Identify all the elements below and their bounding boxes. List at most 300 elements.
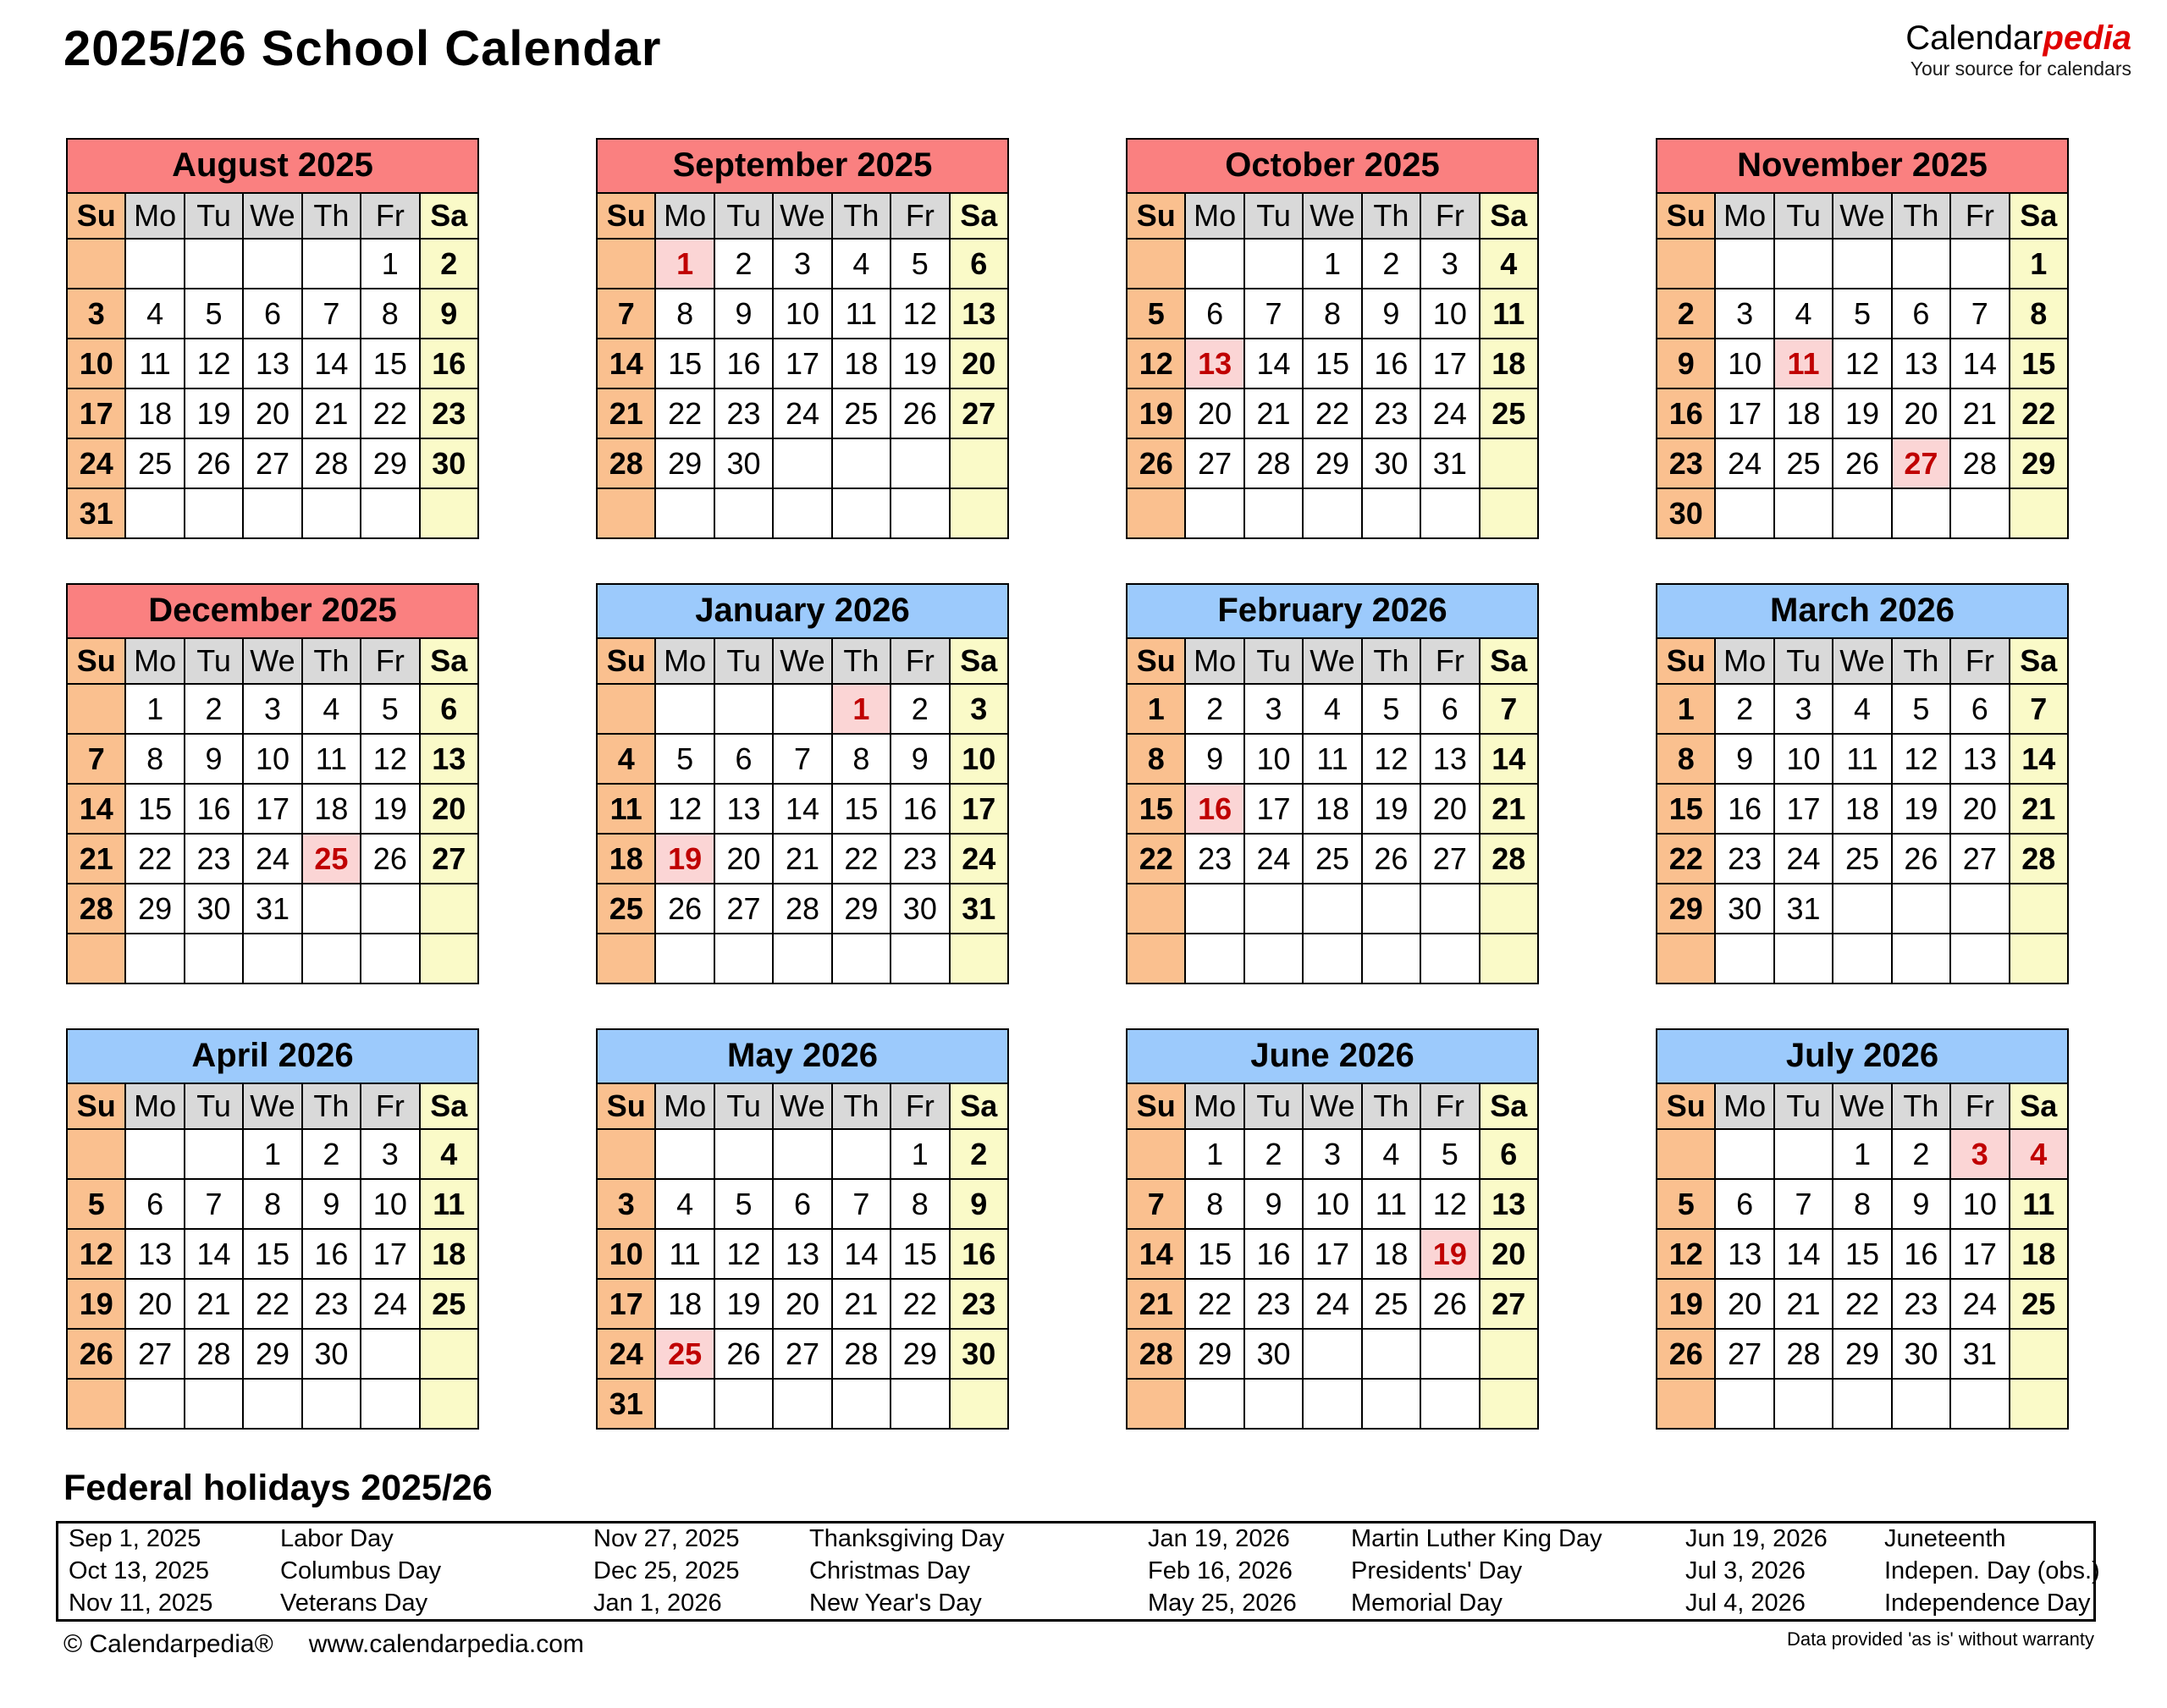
day-cell: 10: [1715, 339, 1773, 388]
day-header-sa: Sa: [2010, 1083, 2068, 1129]
day-cell: [1362, 1329, 1420, 1379]
day-cell: 25: [2010, 1279, 2068, 1329]
day-header-sa: Sa: [950, 193, 1008, 239]
day-cell: [714, 1129, 773, 1179]
day-cell: [1833, 239, 1891, 289]
day-cell: 22: [1303, 388, 1361, 438]
day-cell: 22: [1833, 1279, 1891, 1329]
day-cell: 10: [243, 734, 301, 784]
day-header-we: We: [243, 193, 301, 239]
day-cell: 17: [67, 388, 125, 438]
day-cell: [1774, 1129, 1833, 1179]
day-cell: 12: [1657, 1229, 1715, 1279]
day-cell: 4: [1774, 289, 1833, 339]
day-header-tu: Tu: [1774, 1083, 1833, 1129]
day-cell: 16: [950, 1229, 1008, 1279]
day-cell: [361, 884, 419, 934]
day-cell: 24: [1774, 834, 1833, 884]
day-cell: [1244, 488, 1303, 538]
day-cell: 15: [891, 1229, 949, 1279]
day-cell: 30: [185, 884, 243, 934]
day-cell: 29: [1657, 884, 1715, 934]
day-cell: [2010, 934, 2068, 983]
day-cell: 20: [714, 834, 773, 884]
day-cell: 9: [1892, 1179, 1950, 1229]
day-cell: [67, 239, 125, 289]
day-cell: 23: [950, 1279, 1008, 1329]
day-cell: 26: [1362, 834, 1420, 884]
day-header-th: Th: [302, 638, 361, 684]
day-header-fr: Fr: [891, 1083, 949, 1129]
day-cell: 5: [67, 1179, 125, 1229]
day-cell: 15: [832, 784, 891, 834]
day-cell: 14: [1480, 734, 1538, 784]
day-cell: [1892, 239, 1950, 289]
day-cell: 27: [1715, 1329, 1773, 1379]
day-cell: [1244, 884, 1303, 934]
holiday-date: Jul 3, 2026: [1685, 1556, 1806, 1584]
day-cell: 8: [1303, 289, 1361, 339]
day-header-we: We: [1303, 638, 1361, 684]
day-cell: [950, 1379, 1008, 1429]
day-cell: 12: [1892, 734, 1950, 784]
day-cell: [361, 934, 419, 983]
day-cell: 2: [891, 684, 949, 734]
day-cell: [185, 488, 243, 538]
holiday-date: Jul 4, 2026: [1685, 1589, 1806, 1617]
day-cell: [67, 684, 125, 734]
day-cell: 8: [2010, 289, 2068, 339]
day-cell: [891, 438, 949, 488]
day-cell: 14: [1127, 1229, 1185, 1279]
day-cell: 10: [1774, 734, 1833, 784]
day-header-mo: Mo: [1185, 1083, 1243, 1129]
month-grid: [1656, 192, 2069, 539]
day-cell: 7: [2010, 684, 2068, 734]
day-cell: 4: [420, 1129, 478, 1179]
day-cell: 7: [1480, 684, 1538, 734]
month-title: June 2026: [1126, 1028, 1539, 1083]
day-cell: [1833, 488, 1891, 538]
day-header-tu: Tu: [1244, 638, 1303, 684]
day-cell: 22: [1657, 834, 1715, 884]
holiday-name: Presidents' Day: [1351, 1556, 1523, 1584]
day-cell: 9: [1362, 289, 1420, 339]
day-cell: 18: [655, 1279, 714, 1329]
day-cell: [1362, 1379, 1420, 1429]
day-cell: [1480, 1379, 1538, 1429]
day-cell: 8: [1833, 1179, 1891, 1229]
day-cell: 2: [1657, 289, 1715, 339]
day-cell: [950, 438, 1008, 488]
day-cell: 18: [1303, 784, 1361, 834]
day-cell: 19: [1892, 784, 1950, 834]
day-cell: [655, 488, 714, 538]
day-cell: [1715, 1379, 1773, 1429]
day-cell: [1833, 1379, 1891, 1429]
day-cell: 7: [597, 289, 655, 339]
day-header-th: Th: [1362, 193, 1420, 239]
month-title: September 2025: [596, 138, 1009, 192]
day-cell: 3: [950, 684, 1008, 734]
day-cell: 17: [1715, 388, 1773, 438]
holiday-date: Nov 11, 2025: [69, 1589, 213, 1617]
day-cell: 1: [1303, 239, 1361, 289]
day-cell: [67, 1129, 125, 1179]
day-cell: 21: [1244, 388, 1303, 438]
day-cell: [1127, 934, 1185, 983]
holiday-name: Memorial Day: [1351, 1589, 1503, 1617]
day-cell: [1950, 488, 2009, 538]
holiday-name: Martin Luther King Day: [1351, 1525, 1602, 1553]
day-header-fr: Fr: [1950, 1083, 2009, 1129]
day-cell: [891, 1379, 949, 1429]
day-header-tu: Tu: [185, 1083, 243, 1129]
day-cell: 7: [185, 1179, 243, 1229]
day-cell: [832, 934, 891, 983]
day-cell: [302, 239, 361, 289]
day-header-mo: Mo: [125, 638, 184, 684]
day-cell: [1362, 934, 1420, 983]
day-cell: 26: [1127, 438, 1185, 488]
day-cell: 16: [185, 784, 243, 834]
day-cell: [714, 488, 773, 538]
day-cell: [714, 934, 773, 983]
day-cell: 2: [1362, 239, 1420, 289]
day-cell: 6: [1892, 289, 1950, 339]
month-title: January 2026: [596, 583, 1009, 637]
holiday-name: Indepen. Day (obs.): [1884, 1556, 2100, 1584]
day-header-su: Su: [67, 1083, 125, 1129]
day-cell: [420, 1379, 478, 1429]
day-cell: [243, 488, 301, 538]
day-cell: 16: [714, 339, 773, 388]
day-cell: [243, 1379, 301, 1429]
day-cell: 8: [1657, 734, 1715, 784]
day-cell: 21: [302, 388, 361, 438]
day-header-th: Th: [1362, 1083, 1420, 1129]
day-cell: 3: [1303, 1129, 1361, 1179]
day-cell: 11: [420, 1179, 478, 1229]
day-cell: [125, 488, 184, 538]
day-cell: 26: [655, 884, 714, 934]
day-cell: 25: [1774, 438, 1833, 488]
day-header-we: We: [773, 193, 831, 239]
day-cell: 21: [185, 1279, 243, 1329]
day-cell: 9: [185, 734, 243, 784]
day-cell: [1362, 488, 1420, 538]
day-header-fr: Fr: [1420, 638, 1479, 684]
day-cell: 27: [1420, 834, 1479, 884]
day-cell: 29: [243, 1329, 301, 1379]
day-cell: 20: [125, 1279, 184, 1329]
day-cell: 23: [891, 834, 949, 884]
day-cell: 27: [773, 1329, 831, 1379]
day-cell: 8: [361, 289, 419, 339]
day-cell: [1892, 488, 1950, 538]
day-cell: 22: [832, 834, 891, 884]
day-cell: 16: [302, 1229, 361, 1279]
day-cell: 13: [420, 734, 478, 784]
month-july-2026: [1656, 1028, 2069, 1430]
day-cell: 4: [1480, 239, 1538, 289]
day-cell: 27: [1950, 834, 2009, 884]
day-header-fr: Fr: [361, 193, 419, 239]
day-cell: 26: [1657, 1329, 1715, 1379]
day-cell: 26: [891, 388, 949, 438]
day-cell: 17: [361, 1229, 419, 1279]
day-cell: [2010, 1379, 2068, 1429]
day-cell: 3: [597, 1179, 655, 1229]
day-header-fr: Fr: [1950, 193, 2009, 239]
day-cell: 2: [1892, 1129, 1950, 1179]
day-header-mo: Mo: [1715, 193, 1773, 239]
day-cell: [773, 934, 831, 983]
day-cell: 27: [1185, 438, 1243, 488]
day-cell: [1127, 488, 1185, 538]
day-cell: [1185, 488, 1243, 538]
day-cell: 3: [361, 1129, 419, 1179]
day-cell: 7: [773, 734, 831, 784]
day-cell: [420, 934, 478, 983]
day-header-th: Th: [302, 193, 361, 239]
day-cell: 8: [891, 1179, 949, 1229]
day-cell: [1303, 1329, 1361, 1379]
day-cell: 12: [1362, 734, 1420, 784]
day-cell: 11: [1362, 1179, 1420, 1229]
holiday-date: Jun 19, 2026: [1685, 1525, 1828, 1553]
day-cell: 7: [832, 1179, 891, 1229]
logo-brand-red: pedia: [2043, 19, 2131, 57]
day-cell: [1127, 239, 1185, 289]
holiday-name: Thanksgiving Day: [809, 1525, 1005, 1553]
day-cell: 6: [420, 684, 478, 734]
day-header-tu: Tu: [714, 638, 773, 684]
day-cell: 23: [420, 388, 478, 438]
day-cell: 28: [67, 884, 125, 934]
day-cell: [1774, 239, 1833, 289]
day-cell: 27: [950, 388, 1008, 438]
day-header-we: We: [1833, 193, 1891, 239]
day-cell: 4: [1303, 684, 1361, 734]
day-cell: 24: [243, 834, 301, 884]
day-cell: 15: [243, 1229, 301, 1279]
day-header-su: Su: [1127, 638, 1185, 684]
day-cell: 1: [1833, 1129, 1891, 1179]
day-cell: 21: [1950, 388, 2009, 438]
month-title: October 2025: [1126, 138, 1539, 192]
day-cell: 18: [1362, 1229, 1420, 1279]
day-cell-holiday: 27: [1892, 438, 1950, 488]
day-header-fr: Fr: [1420, 1083, 1479, 1129]
day-cell: 6: [773, 1179, 831, 1229]
holiday-name: Independence Day: [1884, 1589, 2091, 1617]
day-cell: [1480, 934, 1538, 983]
day-cell: 6: [1185, 289, 1243, 339]
month-grid: [1126, 192, 1539, 539]
month-grid: [596, 637, 1009, 984]
day-cell: [1362, 884, 1420, 934]
day-cell: 7: [1950, 289, 2009, 339]
day-cell: 12: [1420, 1179, 1479, 1229]
day-cell: 30: [1715, 884, 1773, 934]
day-cell: 19: [1657, 1279, 1715, 1329]
day-header-sa: Sa: [420, 1083, 478, 1129]
day-cell: [655, 1379, 714, 1429]
month-title: August 2025: [66, 138, 479, 192]
day-cell: 3: [1420, 239, 1479, 289]
day-cell: 17: [950, 784, 1008, 834]
day-header-su: Su: [1657, 638, 1715, 684]
day-cell: 24: [1950, 1279, 2009, 1329]
day-cell: 14: [773, 784, 831, 834]
day-cell: 21: [597, 388, 655, 438]
day-header-tu: Tu: [714, 193, 773, 239]
day-cell: [1420, 934, 1479, 983]
day-header-sa: Sa: [420, 638, 478, 684]
day-cell: [950, 488, 1008, 538]
day-cell: 24: [361, 1279, 419, 1329]
day-cell: [1774, 934, 1833, 983]
day-cell: [361, 1329, 419, 1379]
day-cell: 29: [655, 438, 714, 488]
day-cell: 15: [2010, 339, 2068, 388]
day-cell: 19: [361, 784, 419, 834]
day-cell: 23: [1715, 834, 1773, 884]
day-cell: 22: [125, 834, 184, 884]
day-cell: [597, 239, 655, 289]
day-cell: 9: [1657, 339, 1715, 388]
day-header-su: Su: [1127, 193, 1185, 239]
copyright-text: © Calendarpedia®: [63, 1630, 273, 1658]
day-cell: 21: [832, 1279, 891, 1329]
calendarpedia-logo: [1905, 20, 2131, 79]
day-header-fr: Fr: [1420, 193, 1479, 239]
month-grid: [66, 637, 479, 984]
day-cell: [832, 1379, 891, 1429]
day-cell: [1303, 934, 1361, 983]
federal-holidays-title: Federal holidays 2025/26: [63, 1468, 493, 1508]
day-cell: 21: [67, 834, 125, 884]
day-header-mo: Mo: [1715, 1083, 1773, 1129]
day-cell: 18: [2010, 1229, 2068, 1279]
day-cell: [420, 1329, 478, 1379]
day-cell: [655, 1129, 714, 1179]
day-cell: 10: [1950, 1179, 2009, 1229]
day-cell: [714, 684, 773, 734]
month-january-2026: [596, 583, 1009, 984]
day-cell: 6: [1715, 1179, 1773, 1229]
day-cell: 28: [1480, 834, 1538, 884]
day-cell: [1127, 1379, 1185, 1429]
day-cell: 22: [361, 388, 419, 438]
day-cell: 9: [891, 734, 949, 784]
day-header-mo: Mo: [655, 638, 714, 684]
day-cell: 15: [125, 784, 184, 834]
day-cell: 21: [1127, 1279, 1185, 1329]
day-cell: 19: [185, 388, 243, 438]
day-cell: 23: [714, 388, 773, 438]
month-grid: [1656, 637, 2069, 984]
day-cell: 20: [1715, 1279, 1773, 1329]
day-cell: 15: [361, 339, 419, 388]
day-header-we: We: [1833, 638, 1891, 684]
day-header-fr: Fr: [361, 1083, 419, 1129]
day-cell: [361, 488, 419, 538]
day-cell: [1480, 488, 1538, 538]
day-cell: [1244, 1379, 1303, 1429]
day-cell: [1715, 488, 1773, 538]
day-cell: 29: [1185, 1329, 1243, 1379]
day-header-we: We: [243, 638, 301, 684]
day-cell: 4: [832, 239, 891, 289]
day-cell: 11: [1833, 734, 1891, 784]
day-cell: 2: [1185, 684, 1243, 734]
day-cell: 2: [1715, 684, 1773, 734]
day-cell: 17: [773, 339, 831, 388]
day-cell: [597, 488, 655, 538]
day-cell: 13: [1715, 1229, 1773, 1279]
day-cell: [1657, 239, 1715, 289]
day-cell: [773, 438, 831, 488]
day-cell: 11: [655, 1229, 714, 1279]
day-cell: [1303, 488, 1361, 538]
month-title: April 2026: [66, 1028, 479, 1083]
day-cell: 8: [832, 734, 891, 784]
month-grid: [66, 1083, 479, 1430]
day-cell: 14: [1774, 1229, 1833, 1279]
month-february-2026: [1126, 583, 1539, 984]
day-header-we: We: [1303, 1083, 1361, 1129]
day-cell: 26: [361, 834, 419, 884]
day-header-th: Th: [1362, 638, 1420, 684]
day-cell: 13: [243, 339, 301, 388]
day-cell: 23: [1185, 834, 1243, 884]
month-title: May 2026: [596, 1028, 1009, 1083]
day-cell: 11: [1303, 734, 1361, 784]
website-url: www.calendarpedia.com: [308, 1630, 584, 1658]
day-cell: 23: [1244, 1279, 1303, 1329]
day-header-we: We: [773, 1083, 831, 1129]
day-cell: [125, 1129, 184, 1179]
day-cell: 18: [1833, 784, 1891, 834]
day-cell: [1127, 1129, 1185, 1179]
day-cell: 18: [302, 784, 361, 834]
day-cell: 16: [1657, 388, 1715, 438]
month-title: November 2025: [1656, 138, 2069, 192]
day-cell: [1420, 884, 1479, 934]
day-cell: [655, 934, 714, 983]
day-cell: [832, 1129, 891, 1179]
day-cell: [773, 684, 831, 734]
day-cell-holiday: 25: [302, 834, 361, 884]
day-cell: [185, 1129, 243, 1179]
day-cell: 5: [1420, 1129, 1479, 1179]
day-cell: 28: [302, 438, 361, 488]
day-cell: 23: [1657, 438, 1715, 488]
day-cell: 24: [1420, 388, 1479, 438]
day-cell: 25: [1833, 834, 1891, 884]
day-cell: 14: [832, 1229, 891, 1279]
day-cell: 14: [597, 339, 655, 388]
day-cell: 30: [420, 438, 478, 488]
day-cell: 13: [1950, 734, 2009, 784]
day-cell: 30: [950, 1329, 1008, 1379]
day-cell: 16: [1892, 1229, 1950, 1279]
day-cell: 11: [125, 339, 184, 388]
day-cell: 9: [1185, 734, 1243, 784]
day-header-fr: Fr: [891, 638, 949, 684]
